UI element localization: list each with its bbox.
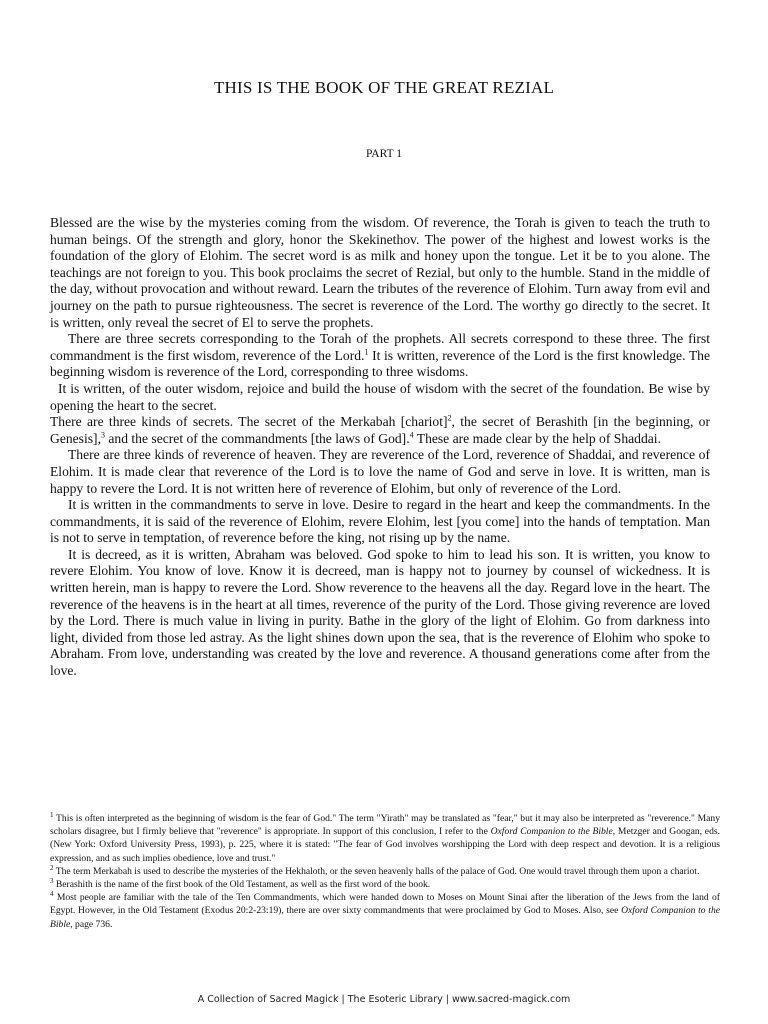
body-text bbox=[50, 215, 710, 680]
paragraph-text: , the secret of Berashith [in the beginning, or Genesis], bbox=[50, 414, 710, 446]
paragraph: Blessed are the wise by the mysteries coming from the wisdom. Of reverence, the Torah is given to teach the truth to human beings. Of the strength and glory, honor the Skekinethov. The power of the highest and lowest works is the foundation of the glory of Elohim. The secret word is as milk and honey upon the tongue. Let it be to you alone. The teachings are not foreign to you. This book proclaims the secret of Rezial, but only to the humble. Stand in the middle of the day, without provocation and without reward. Learn the tributes of the reverence of Elohim. Turn away from evil and journey on the path to pursue righteousness. The secret is reverence of the Lord. The worthy go directly to the secret. It is written, only reveal the secret of El to serve the prophets. bbox=[50, 215, 710, 330]
footnote bbox=[50, 812, 720, 865]
footnote-ref[interactable]: 4 bbox=[409, 430, 414, 440]
footnote-text: , page 736. bbox=[70, 918, 113, 930]
footnote bbox=[50, 891, 720, 931]
paragraph: It is written in the commandments to serve in love. Desire to regard in the heart and keep the commandments. In the commandments, it is said of the reverence of Elohim, revere Elohim, lest [you come] into the hands of temptation. Man is not to serve in temptation, of reverence before the king, not rising up by the name. bbox=[50, 497, 710, 546]
page-title: THIS IS THE BOOK OF THE GREAT REZIAL bbox=[213, 78, 555, 97]
footnote-mark: 1 bbox=[50, 810, 54, 819]
footnote-mark: 4 bbox=[50, 890, 54, 899]
footnote-text: This is often interpreted as the beginning of wisdom is the fear of God." The term "Yirath" may be translated as "fear," but it may also be interpreted as "reverence." Many scholars disagree, but I firmly believe that "reverence" is appropriate. In support of this conclusion, I refer to the bbox=[50, 813, 720, 838]
paragraph bbox=[50, 331, 710, 381]
footnotes bbox=[50, 812, 720, 931]
footnote-text: Metzger and Googan, eds. (New York: Oxford University Press, 1993), p. 225, where it is stated: "The fear of God involves worshipping the Lord with deep respect and devotion. It is a religious expression, and as such implies obedience, love and trust." bbox=[50, 826, 720, 864]
paragraph-text: It is written, reverence of the Lord is the first knowledge. The beginning wisdom is reverence of the Lord, corresponding to three wisdoms. bbox=[50, 347, 710, 380]
footnote-citation: Oxford Companion to the Bible bbox=[50, 905, 720, 930]
footnote-ref[interactable]: 1 bbox=[364, 347, 369, 357]
footnote-citation: Oxford Companion to the Bible, bbox=[490, 826, 616, 838]
footnote-text: Most people are familiar with the tale of the Ten Commandments, which were handed down to Moses on Mount Sinai after the liberation of the Jews from the land of Egypt. However, in the Old Testament (Exodus 20:2-23:19), there are over sixty commandments that were proclaimed by God to Moses. Also, see bbox=[50, 892, 720, 917]
page-footer: A Collection of Sacred Magick | The Esoteric Library | www.sacred-magick.com bbox=[197, 994, 571, 1005]
footnote bbox=[50, 865, 720, 878]
paragraph: It is decreed, as it is written, Abraham was beloved. God spoke to him to lead his son. It is written, you know to revere Elohim. You know of love. Know it is decreed, man is happy not to journey by counsel of wickedness. It is written herein, man is happy to revere the Lord. Show reverence to the heavens all the day. Regard love in the heart. The reverence of the heavens is in the heart at all times, reverence of the purity of the Lord. Those giving reverence are loved by the Lord. There is much value in living in purity. Bathe in the glory of the light of Elohim. Go from darkness into light, divided from those led astray. As the light shines down upon the sea, that is the reverence of Elohim who spoke to Abraham. From love, understanding was created by the love and reverence. A thousand generations come after from the love. bbox=[50, 546, 710, 679]
paragraph-text: These are made clear by the help of Shaddai. bbox=[413, 430, 661, 446]
footnote-ref[interactable]: 3 bbox=[100, 430, 105, 440]
paragraph bbox=[50, 414, 710, 447]
footnote-text: The term Merkabah is used to describe the mysteries of the Hekhaloth, or the seven heavenly halls of the palace of God. One would travel through them upon a chariot. bbox=[53, 865, 700, 877]
footnote bbox=[50, 878, 720, 891]
footnote-mark: 2 bbox=[50, 863, 54, 872]
footnote-text: Berashith is the name of the first book of the Old Testament, as well as the first word of the book. bbox=[53, 879, 431, 891]
paragraph: It is written, of the outer wisdom, rejoice and build the house of wisdom with the secret of the foundation. Be wise by opening the heart to the secret. bbox=[50, 380, 710, 413]
paragraph-text: There are three kinds of secrets. The secret of the Merkabah [chariot] bbox=[50, 414, 448, 430]
paragraph-text: There are three secrets corresponding to the Torah of the prophets. All secrets correspond to these three. The first commandment is the first wisdom, reverence of the Lord. bbox=[50, 331, 710, 363]
footnote-mark: 3 bbox=[50, 876, 54, 885]
part-heading: PART 1 bbox=[365, 148, 403, 160]
paragraph-text: and the secret of the commandments [the laws of God]. bbox=[104, 430, 410, 446]
footnote-ref[interactable]: 2 bbox=[447, 413, 452, 423]
paragraph: There are three kinds of reverence of heaven. They are reverence of the Lord, reverence of Shaddai, and reverence of Elohim. It is made clear that reverence of the Lord is to love the name of God and serve in love. It is written, man is happy to revere the Lord. It is not written here of reverence of Elohim, but only of reverence of the Lord. bbox=[50, 447, 710, 496]
